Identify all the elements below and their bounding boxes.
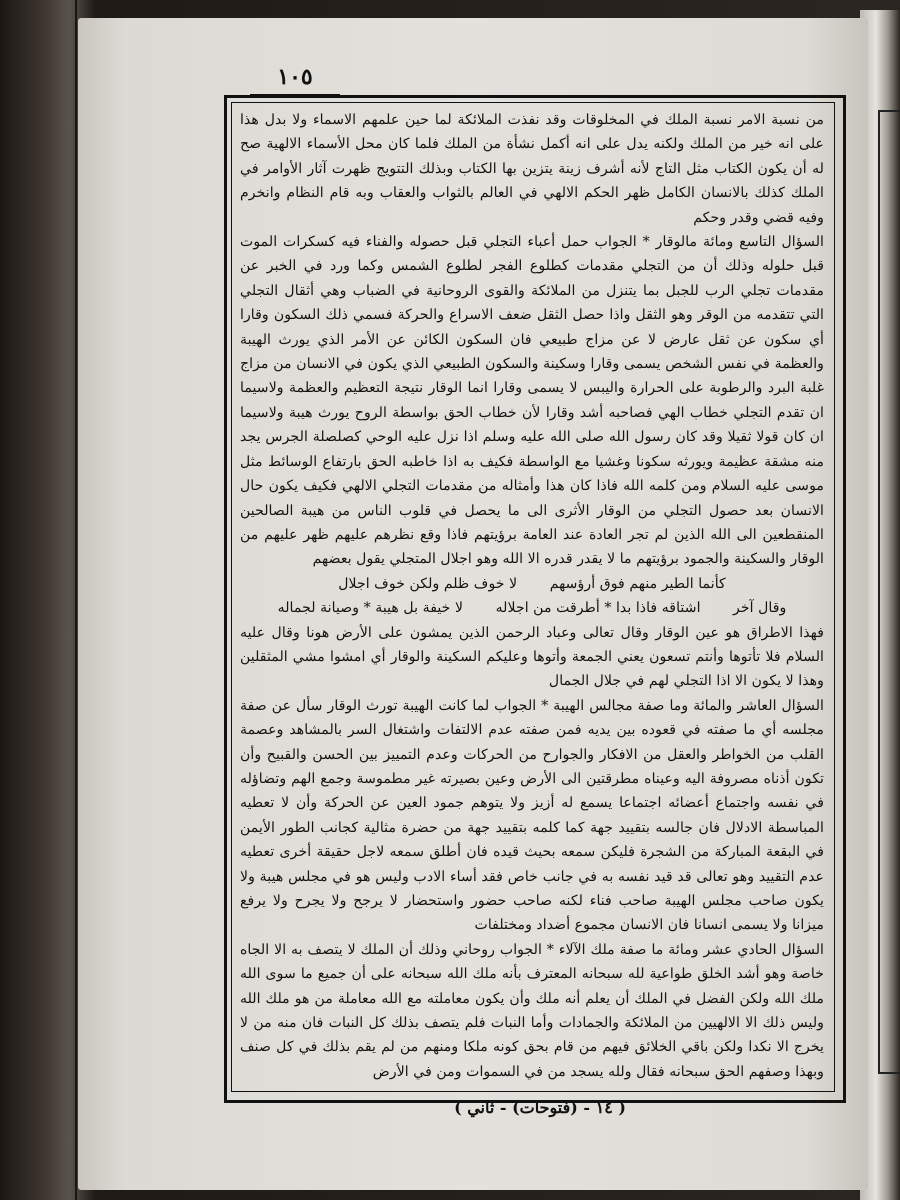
verse-intro: وقال آخر: [733, 600, 787, 617]
page-number: ١٠٥: [250, 64, 340, 96]
paragraph: السؤال التاسع ومائة مالوقار * الجواب حمل أعباء التجلي قبل حصوله والفناء فيه كسكرات الموت قبل حلوله وذلك أن من التجلي مقدمات كطلوع الفجر لطلوع الشمس وكما ورد في الخبر عن مقدمات تجلي الرب للجبل بما يتنزل من الملائكة والقوى الروحانية في الضباب وهي أثقال التجلي التي تتقدمه من الوقر وهو الثقل واذا حصل الثقل ضعف الاسراع والحركة فسمي ذلك السكون وقارا أي سكون عن ثقل عارض لا عن مزاج طبيعي فان السكون الكائن عن الأمر الذي يورث الهيبة والعظمة في نفس الشخص يسمى وقارا وسكينة والسكون الطبيعي الذي يكون في الانسان من مزاج غلبة البرد والرطوبة على الحرارة واليبس لا يسمى وقارا انما الوقار نتيجة التعظيم والعظمة ولاسيما ان تقدم التجلي خطاب الهي فصاحبه أشد وقارا لأن خطاب الحق بواسطة الروح يورث هيبة ولاسيما ان كان قولا ثقيلا وقد كان رسول الله صلى الله عليه وسلم اذا نزل عليه الوحي كصلصلة الجرس يجد منه مشقة عظيمة ويورثه سكونا وغشيا مع الواسطة فكيف به اذا خاطبه الحق بارتفاع الوسائط مثل موسى عليه السلام ومن كلمه الله فاذا كان هذا وأمثاله من مقدمات التجلي الالهي فكيف يكون حال الانسان بعد حصول التجلي من الوقار الأثرى الى ما يحصل في قلوب الناس من هيبة الصالحين المنقطعين الى الله الذين لم تجر العادة عند العامة برؤيتهم فاذا وقع نظرهم عليهم ظهر عليهم من الوقار والسكينة والجمود برؤيتهم ما لا يقدر قدره الا الله وهو اجلال المتجلي يقول بعضهم: [240, 234, 824, 568]
book-spine: [75, 0, 77, 1200]
verse-line: [240, 572, 824, 596]
paragraph: السؤال الحادي عشر ومائة ما صفة ملك الآلاء * الجواب روحاني وذلك أن الملك لا يتصف به الا الجاه خاصة وهو أشد الخلق طواعية لله سبحانه المعترف بأنه ملك الله سبحانه على أن جميع ما سوى الله ملك الله ولكن الفضل في الملك أن يعلم أنه ملك وأن يكون معاملته مع الله معاملة من هو ملك الله وليس ذلك الا الالهيين من الملائكة والجمادات وأما النبات فلم يتصف بذلك كل النبات فان منه من لا يخرج الا نكدا ولكن باقي الخلائق فيهم من قام بحق كونه ملكا ومنهم من لم يقم بذلك في كل صنف وبهذا وصفهم الحق سبحانه فقال ولله يسجد من في السموات ومن في الأرض: [240, 941, 824, 1080]
verse-hemistich: اشتاقه فاذا بدا * أطرقت من اجلاله: [495, 600, 701, 617]
paragraph: فهذا الاطراق هو عين الوقار وقال تعالى وعباد الرحمن الذين يمشون على الأرض هونا وقال عليه السلام فلا تأتوها وأنتم تسعون يعني الجمعة وأتوها وعليكم السكينة والوقار أي امشوا مشي المثقلين وهذا لا يكون الا اذا التجلي لهم في جلال الجمال: [240, 624, 824, 690]
main-text: [240, 108, 824, 1086]
next-page-frame: [878, 110, 900, 1074]
verse-hemistich: كأنما الطير منهم فوق أرؤسهم: [549, 575, 726, 592]
verse-hemistich: لا خوف ظلم ولكن خوف اجلال: [338, 575, 518, 592]
page-footer: ( ١٤ - (فتوحات) - ثاني ): [454, 1098, 626, 1117]
verse-line: [240, 596, 824, 620]
paragraph: من نسبة الامر نسبة الملك في المخلوقات وقد نفذت الملائكة لما حين علمهم الاسماء ولا بدل هذا على انه خير من الملك ولكنه يدل على انه أكمل نشأة من الملك فلما كان محل الأسماء الالهية صح له أن يكون الكتاب مثل التاج لأنه أشرف زينة يتزين بها الكتاب وبذلك التتويج ظهرت آثار الأوامر في الملك كذلك بالانسان الكامل ظهر الحكم الالهي في العالم بالثواب والعقاب وبه قام النظام وانخرم وفيه قضي وقدر وحكم: [240, 112, 824, 226]
verse-hemistich: لا خيفة بل هيبة * وصيانة لجماله: [277, 600, 464, 617]
paragraph: السؤال العاشر والمائة وما صفة مجالس الهيبة * الجواب لما كانت الهيبة تورث الوقار سأل عن صفة مجلسه أي ما صفته في قعوده بين يديه فمن صفته عدم الالتفات واشتغال السر بالمشاهد وعصمة القلب من الخواطر والعقل من الافكار والجوارح من الحركات وعدم التمييز بين الحسن والقبيح وأن تكون أذناه مصروفة اليه وعيناه مطرقتين الى الأرض وعين بصيرته غير مطموسة وجمع الهم وتضاؤله في نفسه واجتماع أعضائه اجتماعا يسمع له أزيز ولا يتوهم جمود العين عن الحركة وأن لا تعطيه المباسطة الادلال فان جالسه بتقييد جهة كما كلمه بتقييد جهة من حضرة مثالية كجانب الطور الأيمن في البقعة المباركة من الشجرة فليكن سمعه بحيث قيده فان أطلق سمعه لاجل حقيقة أخرى تعطيه عدم التقييد وهو تعالى قد قيد نفسه به في جانب خاص فقد أساء الادب وليس هو في مجلس هيبة ولا يكون صاحب مجلس الهيبة صاحب فناء لكنه صاحب حضور واستحضار لا يرجح ولا يجرح ولا يرفع ميزانا ولا يسمى انسانا فان الانسان مجموع أضداد ومختلفات: [240, 697, 824, 934]
